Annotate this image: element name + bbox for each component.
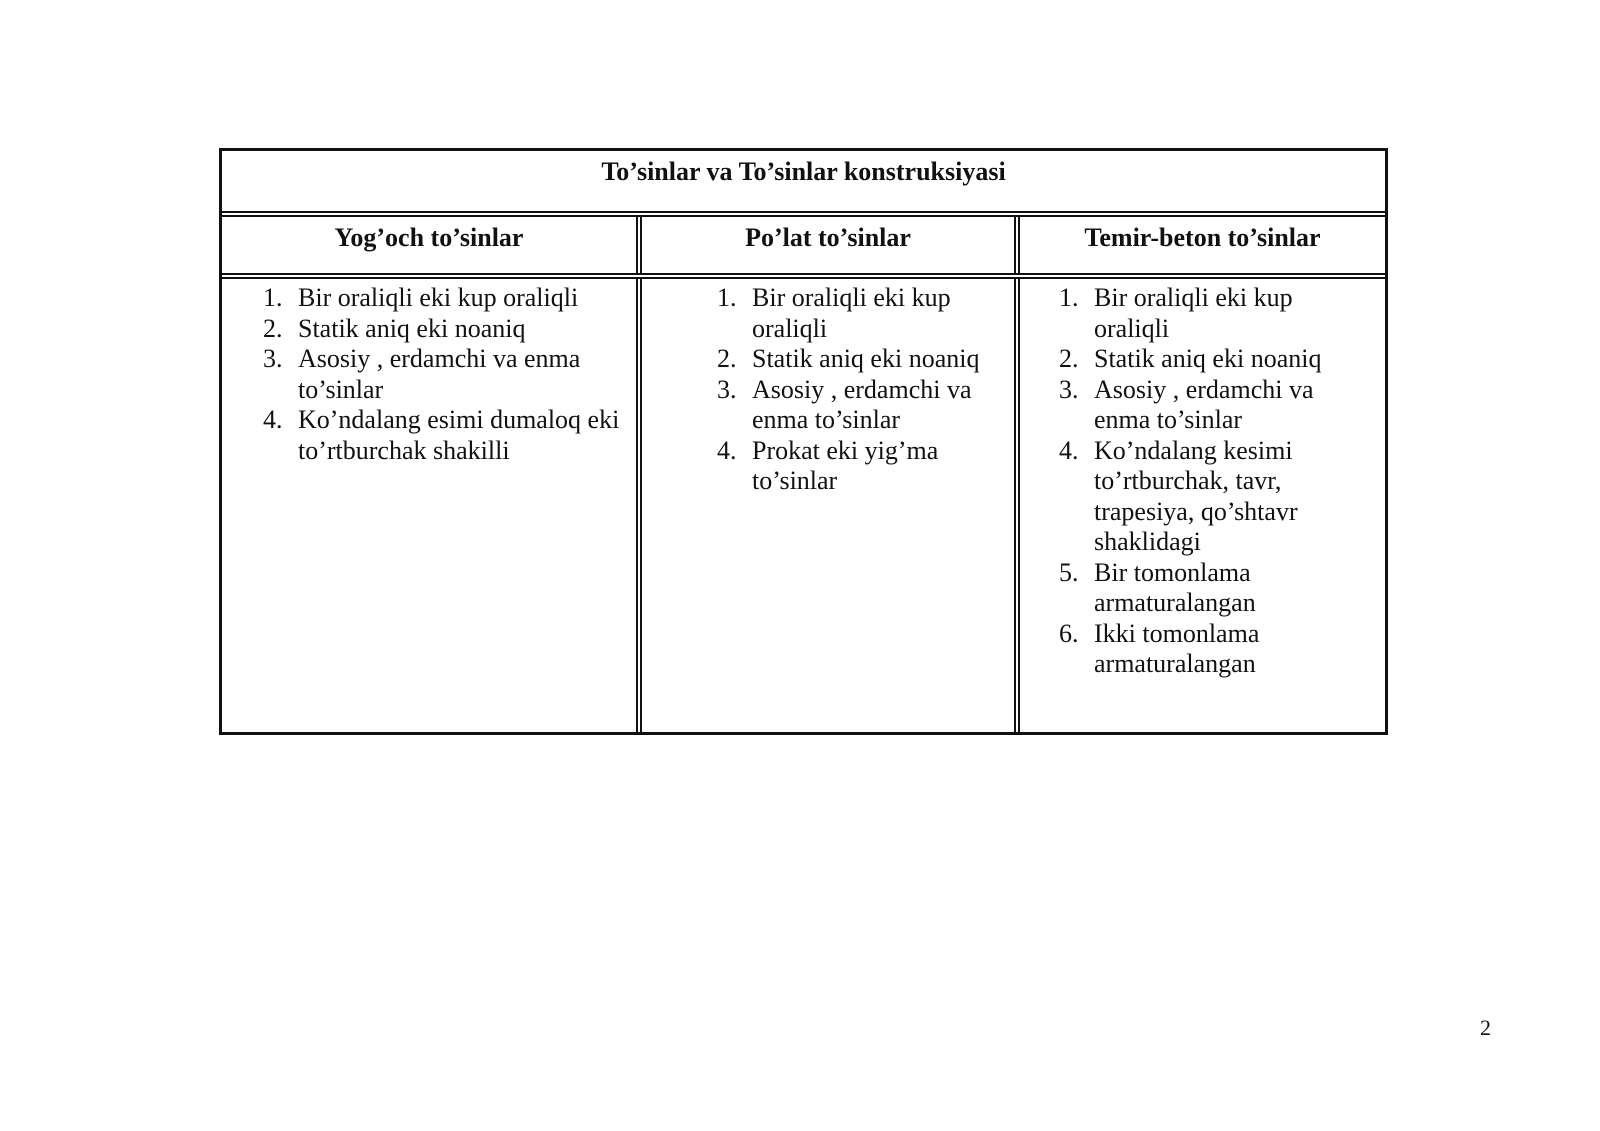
beams-table: [219, 148, 1388, 735]
list-item-text: Statik aniq eki noaniq: [298, 313, 526, 343]
body-cell-wooden: [222, 279, 642, 732]
list-item-number: 2.: [263, 313, 283, 343]
list-item: [263, 283, 636, 314]
steel-beam-list: [642, 279, 1014, 497]
list-item-number: 5.: [1059, 557, 1079, 587]
list-item-number: 1.: [1059, 283, 1079, 312]
table-title: To’sinlar va To’sinlar konstruksiyasi: [601, 157, 1006, 186]
list-item-number: 1.: [717, 283, 737, 312]
list-item-number: 3.: [1059, 374, 1079, 404]
list-item-text: Statik aniq eki noaniq: [752, 344, 980, 373]
body-cell-steel: [642, 279, 1020, 732]
list-item: [717, 375, 1014, 436]
list-item-number: 4.: [717, 435, 737, 465]
list-item-number: 1.: [263, 283, 283, 312]
list-item: [717, 344, 1014, 375]
list-item-number: 2.: [717, 344, 737, 373]
table-title-row: [222, 151, 1385, 217]
list-item: [1059, 619, 1385, 680]
list-item-text: Ko’ndalang esimi dumaloq eki to’rtburchak shakilli: [298, 405, 620, 465]
list-item-text: Prokat eki yig’ma to’sinlar: [752, 435, 939, 495]
list-item-text: Bir oraliqli eki kup oraliqli: [752, 283, 951, 343]
list-item-number: 6.: [1059, 618, 1079, 648]
list-item: [1059, 436, 1385, 558]
list-item-text: Asosiy , erdamchi va enma to’sinlar: [752, 374, 972, 434]
list-item-text: Ikki tomonlama armaturalangan: [1094, 618, 1260, 678]
list-item-text: Bir oraliqli eki kup oraliqli: [298, 283, 579, 312]
list-item: [717, 283, 1014, 344]
list-item-number: 4.: [263, 405, 283, 434]
header-cell-wooden: [222, 217, 642, 273]
concrete-beam-list: [1020, 279, 1385, 680]
list-item-text: Bir oraliqli eki kup oraliqli: [1094, 283, 1293, 343]
list-item-text: Ko’ndalang kesimi to’rtburchak, tavr, trapesiya, qo’shtavr shaklidagi: [1094, 435, 1298, 556]
list-item-number: 2.: [1059, 344, 1079, 373]
column-header-wooden: Yog’och to’sinlar: [334, 223, 524, 252]
list-item: [263, 314, 636, 345]
list-item-text: Statik aniq eki noaniq: [1094, 344, 1322, 373]
wooden-beam-list: [222, 279, 636, 466]
page-number: 2: [1480, 1015, 1491, 1040]
list-item: [1059, 344, 1385, 375]
list-item: [1059, 283, 1385, 344]
list-item: [1059, 375, 1385, 436]
list-item-number: 4.: [1059, 435, 1079, 465]
list-item: [717, 436, 1014, 497]
list-item-number: 3.: [717, 374, 737, 404]
list-item-number: 3.: [263, 344, 283, 373]
body-cell-concrete: [1020, 279, 1385, 732]
list-item-text: Bir tomonlama armaturalangan: [1094, 557, 1256, 617]
list-item: [1059, 558, 1385, 619]
column-header-steel: Po’lat to’sinlar: [745, 223, 911, 252]
column-header-concrete: Temir-beton to’sinlar: [1084, 223, 1321, 252]
table-body-row: [222, 279, 1385, 732]
list-item: [263, 344, 636, 405]
table-header-row: [222, 217, 1385, 279]
header-cell-concrete: [1020, 217, 1385, 273]
list-item: [263, 405, 636, 466]
list-item-text: Asosiy , erdamchi va enma to’sinlar: [298, 344, 581, 404]
list-item-text: Asosiy , erdamchi va enma to’sinlar: [1094, 374, 1314, 434]
header-cell-steel: [642, 217, 1020, 273]
